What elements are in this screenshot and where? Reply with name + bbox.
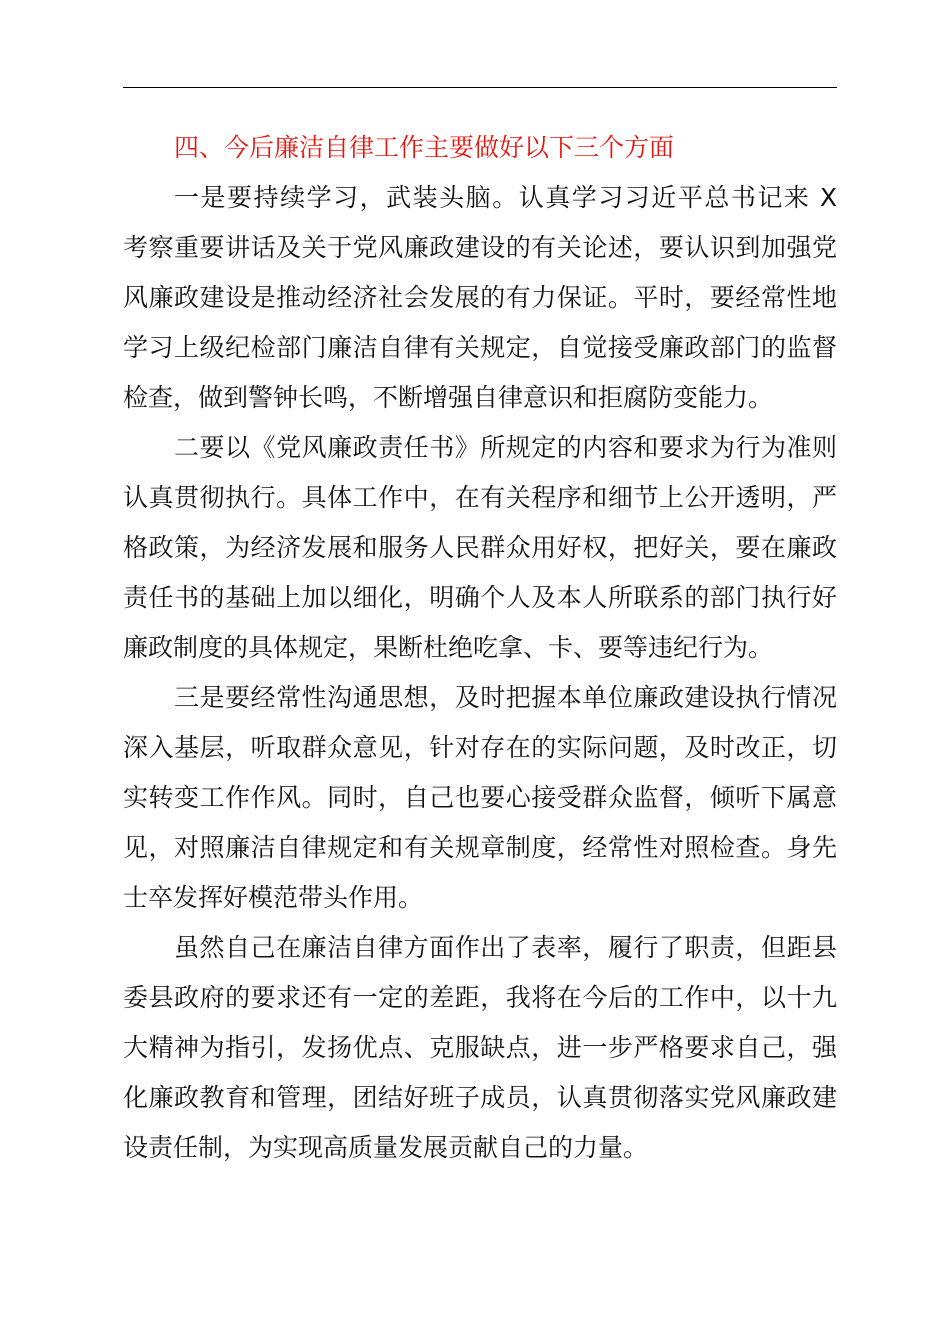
text-line: 考察重要讲话及关于党风廉政建设的有关论述，要认识到加强党 — [123, 233, 837, 262]
text-line: 检查，做到警钟长鸣，不断增强自律意识和拒腐防变能力。 — [123, 383, 774, 412]
text-line: 学习上级纪检部门廉洁自律有关规定，自觉接受廉政部门的监督 — [123, 333, 837, 362]
text-line: 风廉政建设是推动经济社会发展的有力保证。平时，要经常性地 — [123, 283, 837, 312]
text-line: 虽然自己在廉洁自律方面作出了表率，履行了职责，但距县 — [174, 933, 837, 962]
text-line: 化廉政教育和管理，团结好班子成员，认真贯彻落实党风廉政建 — [123, 1083, 837, 1112]
text-line: 大精神为指引，发扬优点、克服缺点，进一步严格要求自己，强 — [123, 1033, 837, 1062]
section-heading: 四、今后廉洁自律工作主要做好以下三个方面 — [174, 133, 675, 162]
paragraph-2 — [123, 423, 837, 673]
text-line: 见，对照廉洁自律规定和有关规章制度，经常性对照检查。身先 — [123, 833, 837, 862]
header-rule — [123, 87, 837, 88]
text-line: 深入基层，听取群众意见，针对存在的实际问题，及时改正，切 — [123, 733, 837, 762]
text-line: 一是要持续学习，武装头脑。认真学习习近平总书记来 X — [174, 183, 837, 212]
text-line: 格政策，为经济发展和服务人民群众用好权，把好关，要在廉政 — [123, 533, 837, 562]
text-line: 廉政制度的具体规定，果断杜绝吃拿、卡、要等违纪行为。 — [123, 633, 774, 662]
document-body — [123, 123, 837, 1173]
text-line: 委县政府的要求还有一定的差距，我将在今后的工作中，以十九 — [123, 983, 837, 1012]
text-line: 士卒发挥好模范带头作用。 — [123, 883, 424, 912]
paragraph-3 — [123, 673, 837, 923]
text-line: 三是要经常性沟通思想，及时把握本单位廉政建设执行情况 — [174, 683, 837, 712]
text-line: 认真贯彻执行。具体工作中，在有关程序和细节上公开透明，严 — [123, 483, 837, 512]
text-line: 二要以《党风廉政责任书》所规定的内容和要求为行为准则 — [174, 433, 837, 462]
text-line: 实转变工作作风。同时，自己也要心接受群众监督，倾听下属意 — [123, 783, 837, 812]
paragraph-1 — [123, 173, 837, 423]
text-line: 设责任制，为实现高质量发展贡献自己的力量。 — [123, 1133, 649, 1162]
text-line: 责任书的基础上加以细化，明确个人及本人所联系的部门执行好 — [123, 583, 837, 612]
paragraph-4 — [123, 923, 837, 1173]
